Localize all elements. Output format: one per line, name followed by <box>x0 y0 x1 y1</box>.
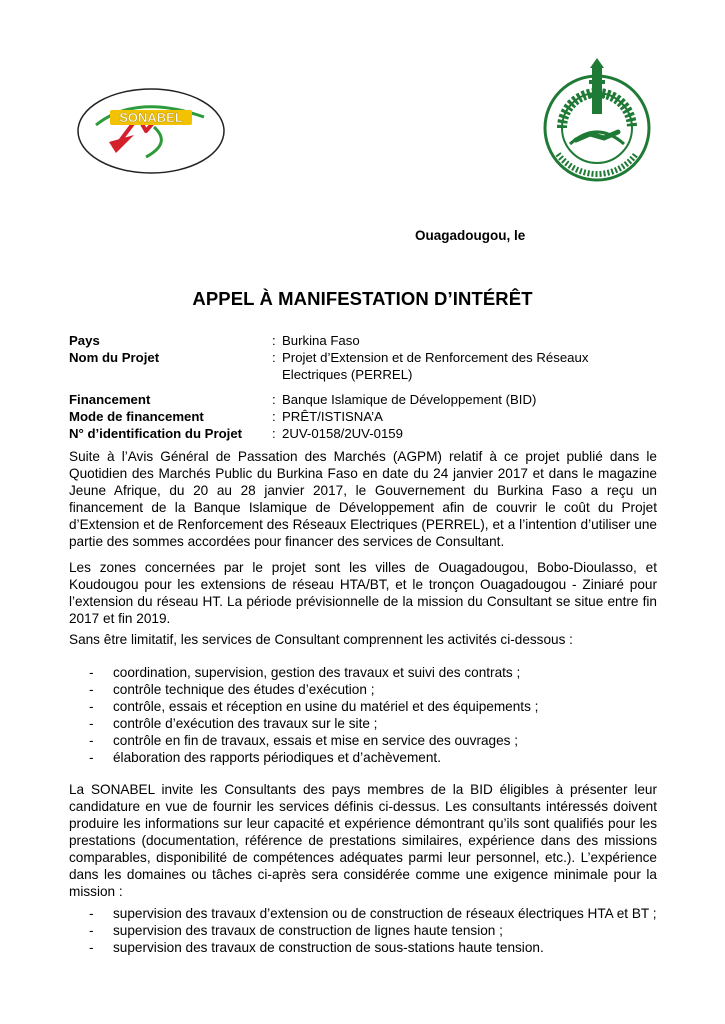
list-item <box>89 905 669 922</box>
separator: : <box>272 350 276 365</box>
bullet-dash: - <box>89 699 94 714</box>
list-item <box>89 664 669 681</box>
pays-value: Burkina Faso <box>282 333 360 348</box>
financement-value: Banque Islamique de Développement (BID) <box>282 392 537 407</box>
info-row-id <box>69 425 669 442</box>
activities-list <box>89 664 669 766</box>
paragraph-zones: Les zones concernées par le projet sont les villes de Ouagadougou, Bobo-Dioulasso, et Koudougou pour les extensions de réseau HTA/BT, et le tronçon Ouagadougou - Ziniaré pour l’extension du réseau HT. La période prévisionnelle de la mission du Consultant se situe entre fin 2017 et fin 2019. <box>69 560 657 626</box>
list-item-text: supervision des travaux de construction de lignes haute tension ; <box>113 923 503 938</box>
bullet-dash: - <box>89 923 94 938</box>
list-item-text: coordination, supervision, gestion des travaux et suivi des contrats ; <box>113 665 521 680</box>
paragraph-invitation: La SONABEL invite les Consultants des pays membres de la BID éligibles à présenter leur candidature en vue de fournir les services définis ci-dessus. Les consultants intéressés doivent produire les informations sur leur capacité et expérience démontrant qu’ils sont qualifiés pour les prestations (documentation, référence de prestations similaires, expérience dans des missions comparables, disponibilité de compétences adéquates parmi leur personnel, etc.). L’expérience dans les domaines ou tâches ci-après sera considérée comme une exigence minimale pour la mission : <box>69 782 657 899</box>
paragraph-services-intro: Sans être limitatif, les services de Consultant comprennent les activités ci-dessous : <box>69 632 573 647</box>
projet-value-line1: Projet d’Extension et de Renforcement des Réseaux <box>282 350 589 365</box>
mode-value: PRÊT/ISTISNA’A <box>282 409 383 424</box>
separator: : <box>272 426 276 441</box>
bullet-dash: - <box>89 682 94 697</box>
isdb-logo <box>540 58 655 183</box>
financement-label: Financement <box>69 392 151 407</box>
info-row-mode <box>69 408 669 425</box>
list-item-text: contrôle, essais et réception en usine du matériel et des équipements ; <box>113 699 539 714</box>
list-item <box>89 749 669 766</box>
pays-label: Pays <box>69 333 100 348</box>
list-item-text: supervision des travaux de construction de sous-stations haute tension. <box>113 940 544 955</box>
list-item <box>89 698 669 715</box>
bullet-dash: - <box>89 750 94 765</box>
list-item-text: contrôle technique des études d’exécution ; <box>113 682 375 697</box>
projet-label: Nom du Projet <box>69 350 160 365</box>
bullet-dash: - <box>89 716 94 731</box>
requirements-list <box>89 905 669 956</box>
paragraph-context: Suite à l’Avis Général de Passation des Marchés (AGPM) relatif à ce projet publié dans le Quotidien des Marchés Public du Burkina Faso en date du 24 janvier 2017 et dans le magazine Jeune Afrique, du 20 au 28 janvier 2017, le Gouvernement du Burkina Faso a reçu un financement de la Banque Islamique de Développement afin de couvrir le coût du Projet d’Extension et de Renforcement des Réseaux Electriques (PERREL), et a l’intention d’utiliser une partie des sommes accordées pour financer des services de Consultant. <box>69 449 657 549</box>
projet-value-line2: Electriques (PERREL) <box>282 367 413 382</box>
list-item-text: contrôle d’exécution des travaux sur le site ; <box>113 716 378 731</box>
list-item <box>89 732 669 749</box>
list-item <box>89 681 669 698</box>
list-item <box>89 922 669 939</box>
sonabel-logo <box>76 87 226 175</box>
separator: : <box>272 333 276 348</box>
list-item <box>89 939 669 956</box>
bullet-dash: - <box>89 733 94 748</box>
list-item <box>89 715 669 732</box>
separator: : <box>272 392 276 407</box>
info-row-projet <box>69 349 669 383</box>
bullet-dash: - <box>89 665 94 680</box>
info-row-pays <box>69 332 669 349</box>
list-item-text: supervision des travaux d’extension ou de construction de réseaux électriques HTA et BT ; <box>113 906 657 921</box>
document-title: APPEL À MANIFESTATION D’INTÉRÊT <box>192 288 533 309</box>
id-label: N° d’identification du Projet <box>69 426 243 441</box>
sonabel-logo-text: SONABEL <box>119 110 183 125</box>
bullet-dash: - <box>89 940 94 955</box>
bullet-dash: - <box>89 906 94 921</box>
info-row-financement <box>69 391 669 408</box>
id-value: 2UV-0158/2UV-0159 <box>282 426 403 441</box>
separator: : <box>272 409 276 424</box>
city-date-line: Ouagadougou, le <box>415 228 526 243</box>
list-item-text: élaboration des rapports périodiques et d’achèvement. <box>113 750 441 765</box>
list-item-text: contrôle en fin de travaux, essais et mise en service des ouvrages ; <box>113 733 518 748</box>
project-info-block <box>69 332 669 442</box>
mode-label: Mode de financement <box>69 409 204 424</box>
